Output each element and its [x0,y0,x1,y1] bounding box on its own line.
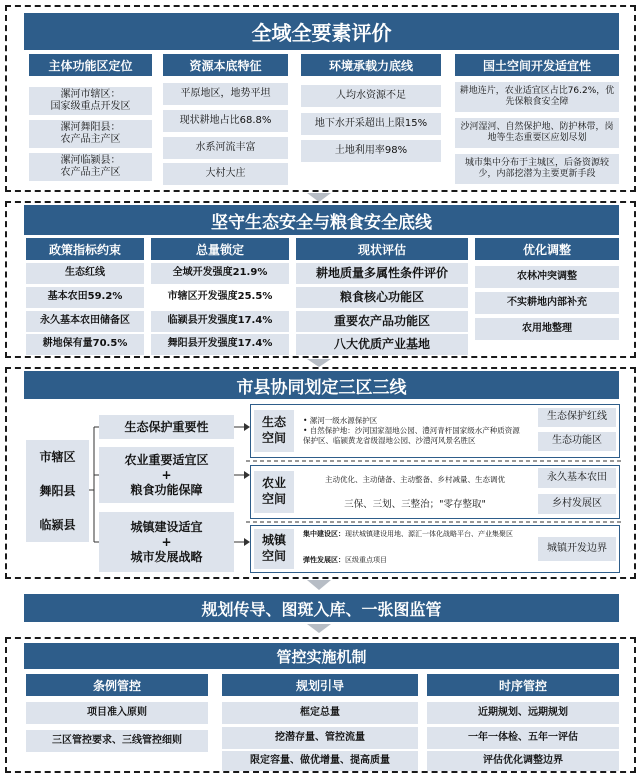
header-function-zone: 主体功能区定位 [29,54,152,76]
cell-function-3: 漯河临颍县： 农产品主产区 [29,153,152,181]
region-linying: 临颍县 [39,517,76,532]
zone-urban-desc-1 [299,528,531,552]
down-arrow-2 [307,359,331,367]
header-suitability: 国土空间开发适宜性 [455,54,619,76]
cell-guidance-2: 挖潜存量、管控流量 [222,727,418,749]
factor-agriculture: 农业重要适宜区 + 粮食功能保障 [99,447,234,503]
cell-timing-2: 一年一体检、五年一评估 [427,727,619,749]
cell-capacity-2: 地下水开采超出上限15% [301,113,441,135]
header-resource: 资源本底特征 [163,54,288,76]
zone-urban-label: 城镇 空间 [254,529,294,569]
region-city: 市辖区 [39,449,76,464]
down-arrow-3 [307,580,331,590]
header-optimize: 优化调整 [475,238,619,260]
cell-guidance-3: 限定容量、做优增量、提高质量 [222,751,418,771]
section-evaluation-title: 全域全要素评价 [24,13,619,50]
cell-regulation-2: 三区管控要求、三线管控细则 [26,730,208,752]
cell-assessment-2: 粮食核心功能区 [296,287,468,308]
cell-lock-2: 市辖区开发强度25.5% [151,287,289,308]
factor-ecology: 生态保护重要性 [99,415,234,439]
header-policy: 政策指标约束 [26,238,144,260]
zone-agriculture-desc-2: 三保、三划、三整治；"零存整取" [299,495,531,515]
cell-resource-3: 水系河流丰富 [163,137,288,159]
header-assessment: 现状评估 [296,238,468,260]
cell-policy-2: 基本农田59.2% [26,287,144,308]
cell-assessment-1: 耕地质量多属性条件评价 [296,263,468,284]
line-urban-boundary: 城镇开发边界 [538,537,616,561]
cell-assessment-4: 八大优质产业基地 [296,334,468,355]
cell-function-1: 漯河市辖区： 国家级重点开发区 [29,87,152,115]
zone-urban-desc-2-text: 区级重点项目 [345,556,387,564]
cell-lock-4: 舞阳县开发强度17.4% [151,334,289,355]
cell-lock-3: 临颍县开发强度17.4% [151,311,289,332]
cell-suitability-1: 耕地连片，农业适宜区占比76.2%，优先保粮食安全障 [455,82,619,112]
section-bottom-line-title: 坚守生态安全与粮食安全底线 [24,205,619,235]
cell-timing-1: 近期规划、远期规划 [427,702,619,724]
cell-policy-3: 永久基本农田储备区 [26,311,144,332]
transmission-banner: 规划传导、图斑入库、一张图监管 [24,594,619,622]
zone-urban-desc-1-key: 集中建设区： [303,530,345,538]
cell-guidance-1: 框定总量 [222,702,418,724]
zone-urban-desc-2 [299,554,531,569]
cell-function-2: 漯河舞阳县： 农产品主产区 [29,120,152,148]
cell-resource-1: 平原地区，地势平坦 [163,83,288,105]
cell-policy-1: 生态红线 [26,263,144,284]
line-rural-development: 乡村发展区 [538,494,616,514]
header-guidance: 规划引导 [222,674,418,696]
header-total-lock: 总量锁定 [151,238,289,260]
zone-agriculture-desc-1: 主动优化、主动储备、主动整备、乡村减量、生态调优 [299,467,531,492]
factor-urban: 城镇建设适宜 + 城市发展战略 [99,512,234,572]
cell-suitability-3: 城市集中分布于主城区，后备资源较少，内部挖潜为主要更新手段 [455,154,619,184]
cell-optimize-1: 农林冲突调整 [475,266,619,288]
region-wuyang: 舞阳县 [39,483,76,498]
zone-urban-desc-1-text: 现状城镇建设用地、源汇一体化战略平台、产业集聚区 [345,530,513,538]
zone-ecology-desc: • 漯河一级水源保护区 • 自然保护地：沙河国家湿地公园、澧河青杆国家级水产种质资源保护区、临颍黄龙省级湿地公园、沙澧河风景名胜区 [299,406,531,456]
section-control-title: 管控实施机制 [24,643,619,669]
header-timing: 时序管控 [427,674,619,696]
section-three-zones-title: 市县协同划定三区三线 [24,371,619,399]
line-permanent-farmland: 永久基本农田 [538,468,616,488]
down-arrow-4 [307,624,331,633]
zone-urban-desc-2-key: 弹性发展区： [303,556,345,564]
zone-ecology-label: 生态 空间 [254,410,294,452]
cell-capacity-3: 土地利用率98% [301,140,441,162]
cell-policy-4: 耕地保有量70.5% [26,334,144,355]
cell-suitability-2: 沙河湿河、自然保护地、防护林带，岗地等生态重要区应划尽划 [455,118,619,148]
cell-optimize-3: 农用地整理 [475,318,619,340]
cell-assessment-3: 重要农产品功能区 [296,311,468,332]
cell-lock-1: 全域开发强度21.9% [151,263,289,284]
cell-optimize-2: 不实耕地内部补充 [475,292,619,314]
region-list [26,440,89,542]
line-eco-redline: 生态保护红线 [538,408,616,427]
cell-resource-4: 大村大庄 [163,163,288,185]
cell-resource-2: 现状耕地占比68.8% [163,110,288,132]
header-capacity: 环境承载力底线 [301,54,441,76]
cell-regulation-1: 项目准入原则 [26,702,208,724]
zone-agriculture-label: 农业 空间 [254,471,294,513]
line-eco-function: 生态功能区 [538,432,616,451]
cell-timing-3: 评估优化调整边界 [427,751,619,771]
header-regulation: 条例管控 [26,674,208,696]
cell-capacity-1: 人均水资源不足 [301,85,441,107]
